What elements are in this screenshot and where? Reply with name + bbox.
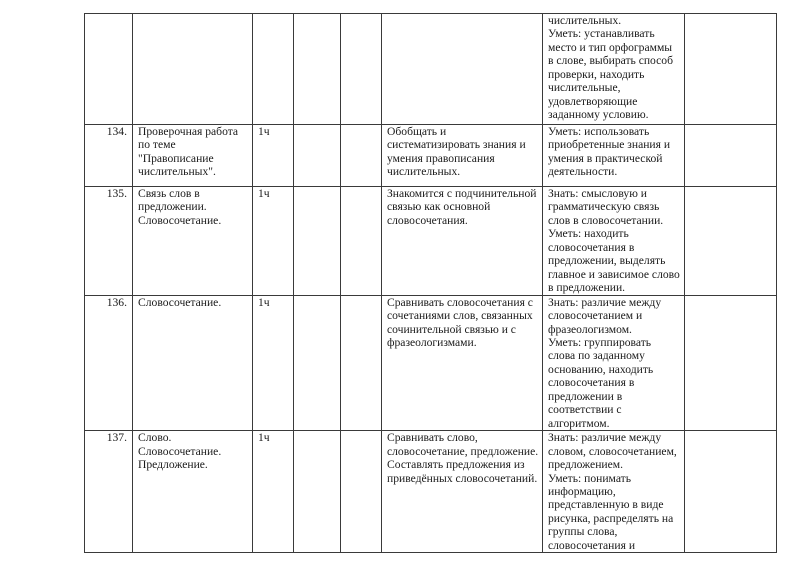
student-activities-cell-line: приведённых словосочетаний.	[387, 471, 538, 485]
student-activities-cell-line: Составлять предложения из	[387, 458, 525, 472]
student-activities-cell	[382, 14, 543, 125]
learning-outcomes-cell	[543, 187, 685, 296]
lesson-number-cell	[85, 14, 133, 125]
table-row	[85, 14, 777, 125]
hours-cell-text: 1ч	[258, 187, 270, 200]
learning-outcomes-cell-line: место и тип орфограммы	[548, 40, 673, 54]
learning-outcomes-cell-line: предложением.	[548, 458, 623, 472]
student-activities-cell	[382, 295, 543, 431]
table-row	[85, 431, 777, 553]
student-activities-cell-line: умения правописания	[387, 151, 495, 165]
notes-cell	[685, 14, 777, 125]
planned-date-cell	[294, 125, 341, 187]
lesson-number-cell-text: 134.	[106, 125, 127, 138]
learning-outcomes-cell-line: слова по заданному	[548, 349, 645, 363]
lesson-topic-cell	[133, 125, 253, 187]
hours-cell	[253, 431, 294, 553]
actual-date-cell	[341, 187, 382, 296]
actual-date-cell	[341, 431, 382, 553]
notes-cell	[685, 187, 777, 296]
notes-cell	[685, 125, 777, 187]
learning-outcomes-cell-line: фразеологизмом.	[548, 322, 632, 336]
student-activities-cell-line: Знакомится с подчинительной	[387, 187, 537, 200]
lesson-number-cell	[85, 125, 133, 187]
lesson-number-cell	[85, 295, 133, 431]
hours-cell	[253, 14, 294, 125]
student-activities-cell-line: Сравнивать слово,	[387, 431, 478, 445]
learning-outcomes-cell-line: алгоритмом.	[548, 416, 610, 430]
lesson-topic-cell-line: числительных".	[138, 165, 216, 179]
lesson-plan-table	[84, 13, 777, 553]
learning-outcomes-cell-line: предложении, выделять	[548, 254, 666, 268]
hours-cell	[253, 295, 294, 431]
student-activities-cell	[382, 125, 543, 187]
lesson-topic-cell-line: Словосочетание.	[138, 295, 222, 309]
learning-outcomes-cell	[543, 14, 685, 125]
learning-outcomes-cell-line: словосочетания в	[548, 240, 635, 254]
lesson-number-cell	[85, 431, 133, 553]
lesson-topic-cell	[133, 187, 253, 296]
learning-outcomes-cell-line: Уметь: понимать	[548, 471, 632, 485]
hours-cell	[253, 125, 294, 187]
learning-outcomes-cell-line: словосочетанием и	[548, 309, 643, 323]
hours-cell	[253, 187, 294, 296]
learning-outcomes-cell-line: проверки, находить	[548, 67, 645, 81]
lesson-number-cell-text: 137.	[106, 431, 127, 445]
student-activities-cell-line: Сравнивать словосочетания с	[387, 295, 533, 309]
table-row	[85, 187, 777, 296]
student-activities-cell-line: связью как основной	[387, 200, 491, 214]
lesson-topic-cell	[133, 295, 253, 431]
learning-outcomes-cell-line: в слове, выбирать способ	[548, 54, 673, 68]
student-activities-cell-line: фразеологизмами.	[387, 335, 477, 349]
learning-outcomes-cell-line: Знать: различие между	[548, 431, 662, 445]
table-row	[85, 295, 777, 431]
learning-outcomes-cell-line: в предложении.	[548, 281, 626, 295]
learning-outcomes-cell-line: информацию,	[548, 484, 616, 498]
learning-outcomes-cell-line: представленную в виде	[548, 498, 664, 512]
learning-outcomes-cell-line: группы слова,	[548, 525, 618, 539]
learning-outcomes-cell	[543, 125, 685, 187]
lesson-topic-cell	[133, 431, 253, 553]
student-activities-cell	[382, 187, 543, 296]
learning-outcomes-cell-line: деятельности.	[548, 165, 618, 179]
actual-date-cell	[341, 125, 382, 187]
learning-outcomes-cell-line: числительных.	[548, 14, 622, 27]
learning-outcomes-cell-line: Уметь: устанавливать	[548, 27, 655, 41]
student-activities-cell-line: сочетаниями слов, связанных	[387, 309, 533, 323]
table-body	[85, 14, 777, 553]
lesson-topic-cell-line: Словосочетание.	[138, 213, 222, 227]
actual-date-cell	[341, 295, 382, 431]
lesson-topic-cell	[133, 14, 253, 125]
planned-date-cell	[294, 295, 341, 431]
learning-outcomes-cell-line: Уметь: группировать	[548, 335, 652, 349]
student-activities-cell-line: сочинительной связью и с	[387, 322, 516, 336]
lesson-topic-cell-line: предложении.	[138, 200, 207, 214]
learning-outcomes-cell-line: Уметь: использовать	[548, 125, 650, 138]
lesson-topic-cell-line: Слово.	[138, 431, 172, 445]
learning-outcomes-cell-line: Знать: различие между	[548, 295, 662, 309]
learning-outcomes-cell-line: словом, словосочетанием,	[548, 444, 677, 458]
learning-outcomes-cell-line: числительные,	[548, 81, 621, 95]
actual-date-cell	[341, 14, 382, 125]
learning-outcomes-cell-line: удовлетворяющие	[548, 94, 638, 108]
learning-outcomes-cell	[543, 295, 685, 431]
lesson-number-cell	[85, 187, 133, 296]
learning-outcomes-cell-line: словосочетания и	[548, 538, 636, 552]
lesson-topic-cell-line: Связь слов в	[138, 187, 200, 200]
learning-outcomes-cell-line: приобретенные знания и	[548, 138, 671, 152]
hours-cell-text: 1ч	[258, 295, 270, 309]
learning-outcomes-cell-line: Уметь: находить	[548, 227, 629, 241]
notes-cell	[685, 431, 777, 553]
table-row	[85, 125, 777, 187]
planned-date-cell	[294, 14, 341, 125]
notes-cell	[685, 295, 777, 431]
lesson-topic-cell-line: Словосочетание.	[138, 444, 222, 458]
student-activities-cell-line: Обобщать и	[387, 125, 447, 138]
lesson-number-cell-text: 136.	[106, 295, 127, 309]
learning-outcomes-cell-line: словосочетания в	[548, 376, 635, 390]
learning-outcomes-cell-line: грамматическую связь	[548, 200, 660, 214]
hours-cell-text: 1ч	[258, 125, 270, 138]
learning-outcomes-cell-line: главное и зависимое слово	[548, 267, 680, 281]
lesson-topic-cell-line: Предложение.	[138, 458, 208, 472]
planned-date-cell	[294, 187, 341, 296]
planned-date-cell	[294, 431, 341, 553]
student-activities-cell-line: систематизировать знания и	[387, 138, 526, 152]
lesson-topic-cell-line: Проверочная работа	[138, 125, 239, 138]
learning-outcomes-cell-line: умения в практической	[548, 151, 663, 165]
learning-outcomes-cell-line: Знать: смысловую и	[548, 187, 647, 200]
learning-outcomes-cell-line: слов в словосочетании.	[548, 213, 664, 227]
lesson-topic-cell-line: по теме	[138, 138, 176, 152]
student-activities-cell	[382, 431, 543, 553]
learning-outcomes-cell-line: соответствии с	[548, 403, 622, 417]
learning-outcomes-cell-line: заданному условию.	[548, 108, 649, 122]
student-activities-cell-line: словосочетания.	[387, 213, 468, 227]
learning-outcomes-cell-line: предложении в	[548, 389, 623, 403]
learning-outcomes-cell	[543, 431, 685, 553]
learning-outcomes-cell-line: рисунка, распределять на	[548, 511, 674, 525]
hours-cell-text: 1ч	[258, 431, 270, 445]
student-activities-cell-line: числительных.	[387, 165, 461, 179]
lesson-number-cell-text: 135.	[106, 187, 127, 200]
student-activities-cell-line: словосочетание, предложение.	[387, 444, 539, 458]
lesson-topic-cell-line: "Правописание	[138, 151, 214, 165]
learning-outcomes-cell-line: основанию, находить	[548, 362, 654, 376]
